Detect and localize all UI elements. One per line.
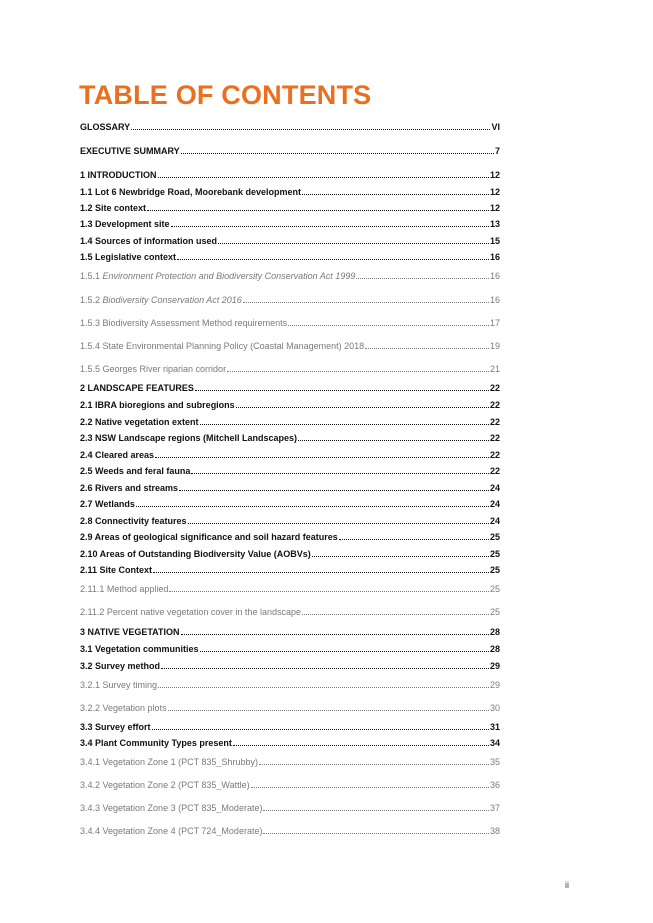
toc-entry-page: 25	[489, 584, 500, 594]
dot-leader	[339, 539, 489, 540]
dot-leader	[171, 226, 489, 227]
toc-entry-page: 16	[489, 252, 500, 262]
toc-entry-text: 2.10 Areas of Outstanding Biodiversity Value (AOBVs)	[80, 549, 311, 559]
toc-entry-label	[80, 466, 190, 476]
toc-entry[interactable]	[80, 291, 500, 305]
toc-entry-number: 1.5.1	[80, 271, 103, 281]
toc-entry[interactable]	[80, 676, 500, 690]
toc-entry-page: 13	[489, 219, 500, 229]
toc-entry-label	[80, 757, 258, 767]
dot-leader	[155, 457, 489, 458]
page-title: TABLE OF CONTENTS	[79, 80, 372, 110]
toc-entry-label	[80, 738, 232, 748]
toc-entry-label	[80, 703, 167, 713]
toc-entry-page: 15	[489, 236, 500, 246]
toc-entry[interactable]	[80, 776, 500, 790]
toc-entry-label	[80, 364, 226, 374]
toc-entry-page: 16	[489, 295, 500, 305]
dot-leader	[263, 810, 489, 811]
toc-entry-text: 3.1 Vegetation communities	[80, 644, 199, 654]
toc-entry-label	[80, 450, 154, 460]
toc-entry[interactable]	[80, 822, 500, 836]
toc-entry[interactable]	[80, 360, 500, 374]
toc-entry-text: 3.3 Survey effort	[80, 722, 151, 732]
toc-entry-page: 21	[489, 364, 500, 374]
toc-entry-page: 28	[489, 644, 500, 654]
toc-entry-text: 2.4 Cleared areas	[80, 450, 155, 460]
dot-leader	[259, 764, 489, 765]
toc-entry-number: 1.5.2	[80, 295, 103, 305]
toc-entry[interactable]	[80, 657, 500, 671]
toc-entry[interactable]	[80, 462, 500, 476]
dot-leader	[161, 668, 489, 669]
toc-entry-label	[80, 644, 199, 654]
dot-leader	[147, 210, 489, 211]
toc-entry-label	[80, 499, 135, 509]
toc-entry-label	[80, 203, 146, 213]
toc-entry[interactable]	[80, 580, 500, 594]
toc-entry[interactable]	[80, 623, 500, 637]
toc-entry-text: 3.4.1 Vegetation Zone 1 (PCT 835_Shrubby)	[80, 757, 258, 767]
toc-entry-label	[80, 341, 364, 351]
toc-entry-text: 1.3 Development site	[80, 219, 170, 229]
toc-entry-text: 2.11.2 Percent native vegetation cover in the landscape	[80, 607, 301, 617]
toc-entry[interactable]	[80, 640, 500, 654]
toc-entry-text: 3.4.4 Vegetation Zone 4 (PCT 724_Moderate)	[80, 826, 263, 836]
dot-leader	[188, 523, 489, 524]
toc-entry-label	[80, 549, 311, 559]
toc-entry-label	[80, 680, 157, 690]
dot-leader	[200, 424, 489, 425]
toc-entry[interactable]	[80, 799, 500, 813]
toc-entry-label	[80, 661, 160, 671]
dot-leader	[302, 614, 489, 615]
dot-leader	[152, 729, 489, 730]
toc-entry-page: 22	[489, 450, 500, 460]
toc-entry-page: 25	[489, 607, 500, 617]
dot-leader	[356, 278, 489, 279]
dot-leader	[236, 407, 489, 408]
toc-entry-page: 22	[489, 400, 500, 410]
toc-entry-label	[80, 383, 194, 393]
toc-entry-page: 35	[489, 757, 500, 767]
toc-entry-text: 2.7 Wetlands	[80, 499, 135, 509]
toc-entry-text: 1.5 Legislative context	[80, 252, 177, 262]
toc-entry-label	[80, 417, 199, 427]
dot-leader	[131, 129, 490, 130]
toc-entry-page: 22	[489, 466, 500, 476]
toc-entry[interactable]	[80, 166, 500, 180]
dot-leader	[179, 490, 489, 491]
toc-entry[interactable]	[80, 545, 500, 559]
toc-entry-label	[80, 627, 180, 637]
dot-leader	[169, 591, 489, 592]
toc-entry-label	[80, 318, 287, 328]
toc-entry[interactable]	[80, 429, 500, 443]
toc-entry[interactable]	[80, 479, 500, 493]
toc-entry-page: 12	[489, 203, 500, 213]
toc-entry-label	[80, 146, 180, 156]
toc-entry-page: 19	[489, 341, 500, 351]
toc-entry-text: 3 NATIVE VEGETATION	[80, 627, 180, 637]
toc-entry-page: 29	[489, 661, 500, 671]
toc-entry[interactable]	[80, 337, 500, 351]
toc-entry-text: 2 LANDSCAPE FEATURES	[80, 383, 194, 393]
toc-entry-page: 22	[489, 383, 500, 393]
toc-entry-page: 12	[489, 170, 500, 180]
toc-entry[interactable]	[80, 142, 500, 156]
toc-entry-page: 30	[489, 703, 500, 713]
toc-entry[interactable]	[80, 603, 500, 617]
dot-leader	[288, 325, 489, 326]
toc-entry-text: Biodiversity Conservation Act 2016	[102, 295, 242, 305]
dot-leader	[181, 634, 489, 635]
toc-entry[interactable]	[80, 314, 500, 328]
toc-entry[interactable]	[80, 199, 500, 213]
toc-entry-text: EXECUTIVE SUMMARY	[80, 146, 180, 156]
toc-entry-text: Environment Protection and Biodiversity Conservation Act 1999	[102, 271, 356, 281]
toc-entry-text: 3.4 Plant Community Types present	[80, 738, 232, 748]
toc-entry[interactable]	[80, 512, 500, 526]
toc-entry-text: 2.11.1 Method applied	[80, 584, 169, 594]
toc-entry-label	[80, 400, 235, 410]
toc-entry-page: 16	[489, 271, 500, 281]
page-number: ii	[565, 880, 569, 890]
dot-leader	[168, 710, 489, 711]
toc-entry-label	[80, 565, 152, 575]
toc-entry-text: 2.1 IBRA bioregions and subregions	[80, 400, 235, 410]
toc-entry[interactable]	[80, 413, 500, 427]
toc-entry-page: 17	[489, 318, 500, 328]
toc-entry-page: 12	[489, 187, 500, 197]
toc-entry-text: GLOSSARY	[80, 122, 131, 132]
dot-leader	[365, 348, 489, 349]
dot-leader	[227, 371, 489, 372]
toc-entry-text: 3.2 Survey method	[80, 661, 161, 671]
toc-entry-label	[80, 252, 176, 262]
dot-leader	[195, 390, 489, 391]
toc-entry-label	[80, 483, 178, 493]
toc-entry[interactable]	[80, 183, 500, 197]
toc-entry[interactable]	[80, 248, 500, 262]
toc-entry[interactable]	[80, 734, 500, 748]
toc-entry-text: 1.2 Site context	[80, 203, 147, 213]
toc-entry-text: 3.2.2 Vegetation plots	[80, 703, 167, 713]
toc-entry-text: 1.1 Lot 6 Newbridge Road, Moorebank development	[80, 187, 302, 197]
dot-leader	[218, 243, 489, 244]
toc-entry-label	[80, 170, 157, 180]
toc-entry-page: 25	[489, 565, 500, 575]
dot-leader	[136, 506, 489, 507]
dot-leader	[251, 787, 489, 788]
dot-leader	[263, 833, 489, 834]
toc-entry[interactable]	[80, 446, 500, 460]
toc-entry-page: 24	[489, 483, 500, 493]
toc-entry-page: 36	[489, 780, 500, 790]
toc-entry-text: 3.2.1 Survey timing	[80, 680, 158, 690]
toc-entry-text: 2.3 NSW Landscape regions (Mitchell Landscapes)	[80, 433, 298, 443]
toc-entry[interactable]	[80, 561, 500, 575]
dot-leader	[233, 745, 489, 746]
toc-entry-label	[80, 607, 301, 617]
toc-entry[interactable]	[80, 718, 500, 732]
dot-leader	[181, 153, 494, 154]
toc-entry[interactable]	[80, 396, 500, 410]
toc-entry-label	[80, 295, 242, 305]
toc-entry-text: 3.4.2 Vegetation Zone 2 (PCT 835_Wattle)	[80, 780, 250, 790]
toc-entry[interactable]	[80, 379, 500, 393]
toc-entry-page: 37	[489, 803, 500, 813]
toc-entry-page: 31	[489, 722, 500, 732]
toc-entry-label	[80, 219, 170, 229]
toc-entry-text: 1.5.3 Biodiversity Assessment Method requirements	[80, 318, 288, 328]
toc-entry-label	[80, 271, 355, 281]
toc-entry-label	[80, 780, 250, 790]
toc-entry-page: 29	[489, 680, 500, 690]
dot-leader	[200, 651, 489, 652]
toc-entry-page: VI	[491, 122, 500, 132]
toc-entry[interactable]	[80, 118, 500, 132]
toc-entry-page: 24	[489, 499, 500, 509]
toc-entry-text: 1 INTRODUCTION	[80, 170, 157, 180]
toc-entry-page: 38	[489, 826, 500, 836]
toc-entry-page: 25	[489, 532, 500, 542]
dot-leader	[158, 177, 489, 178]
toc-entry-label	[80, 584, 168, 594]
toc-entry-text: 2.11 Site Context	[80, 565, 153, 575]
toc-entry-text: 2.8 Connectivity features	[80, 516, 187, 526]
toc-entry-page: 25	[489, 549, 500, 559]
toc-entry[interactable]	[80, 495, 500, 509]
toc-entry-label	[80, 236, 217, 246]
toc-entry-text: 2.9 Areas of geological significance and soil hazard features	[80, 532, 338, 542]
toc-entry-text: 1.5.4 State Environmental Planning Policy (Coastal Management) 2018	[80, 341, 365, 351]
toc-entry-page: 28	[489, 627, 500, 637]
toc-entry[interactable]	[80, 215, 500, 229]
toc-entry-page: 34	[489, 738, 500, 748]
toc-entry-page: 24	[489, 516, 500, 526]
dot-leader	[298, 440, 489, 441]
toc-entry-page: 7	[494, 146, 500, 156]
toc-entry[interactable]	[80, 753, 500, 767]
toc-entry-label	[80, 187, 301, 197]
toc-entry-page: 22	[489, 433, 500, 443]
toc-entry-label	[80, 516, 187, 526]
dot-leader	[153, 572, 489, 573]
dot-leader	[312, 556, 489, 557]
toc-entry-text: 3.4.3 Vegetation Zone 3 (PCT 835_Moderate)	[80, 803, 263, 813]
toc-entry-text: 2.2 Native vegetation extent	[80, 417, 199, 427]
toc-entry[interactable]	[80, 232, 500, 246]
toc-entry-text: 1.4 Sources of information used	[80, 236, 218, 246]
toc-entry-text: 2.5 Weeds and feral fauna	[80, 466, 191, 476]
dot-leader	[158, 687, 489, 688]
toc-entry-label	[80, 122, 130, 132]
dot-leader	[243, 302, 489, 303]
toc-entry-label	[80, 803, 262, 813]
toc-entry-page: 22	[489, 417, 500, 427]
toc-entry-text: 1.5.5 Georges River riparian corridor	[80, 364, 227, 374]
toc-entry[interactable]	[80, 699, 500, 713]
toc-entry-label	[80, 722, 151, 732]
toc-entry-label	[80, 532, 338, 542]
toc-entry-label	[80, 433, 297, 443]
dot-leader	[302, 194, 489, 195]
dot-leader	[177, 259, 489, 260]
toc-entry[interactable]	[80, 528, 500, 542]
toc-entry-text: 2.6 Rivers and streams	[80, 483, 179, 493]
toc-entry[interactable]	[80, 267, 500, 281]
toc-entry-label	[80, 826, 262, 836]
dot-leader	[191, 473, 489, 474]
